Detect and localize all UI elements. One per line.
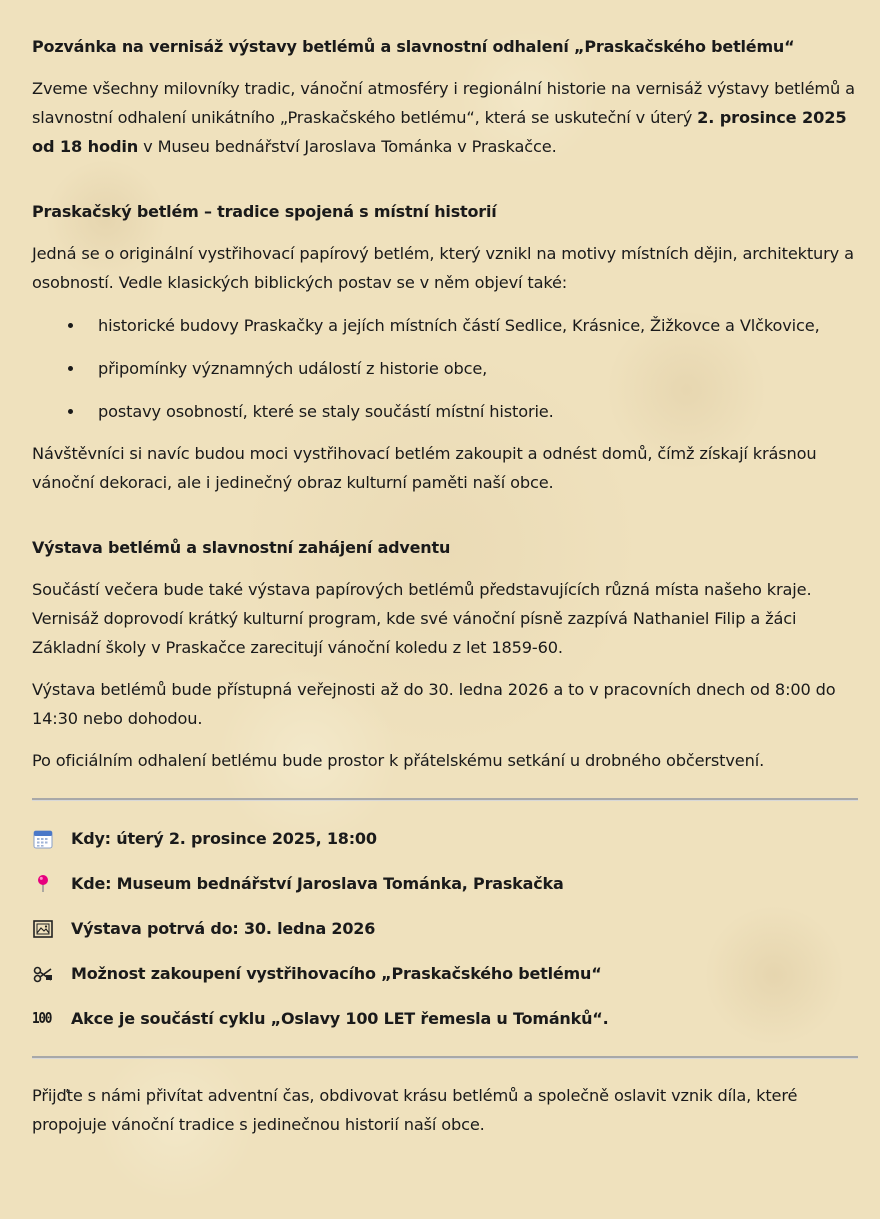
- location-pin-icon: [32, 873, 54, 895]
- info-until: [32, 914, 858, 943]
- list-item-text: historické budovy Praskačky a jejích místních částí Sedlice, Krásnice, Žižkovce a Vlčkovice,: [98, 316, 820, 335]
- info-where-text: Kde: Museum bednářství Jaroslava Tománka, Praskačka: [71, 874, 564, 893]
- exhibition-section-heading: Výstava betlémů a slavnostní zahájení adventu: [32, 538, 451, 557]
- invitation-intro: [32, 74, 858, 161]
- betlem-paragraph: Jedná se o originální vystřihovací papírový betlém, který vznikl na motivy místních dějin, architektury a osobností. Vedle klasických biblických postav se v něm objeví také:: [32, 244, 854, 292]
- bullet-icon: [68, 323, 73, 328]
- betlem-section-heading: Praskačský betlém – tradice spojená s místní historií: [32, 202, 497, 221]
- betlem-bullet-list: [32, 311, 858, 426]
- bullet-icon: [68, 366, 73, 371]
- exhibition-paragraph-3: Po oficiálním odhalení betlému bude prostor k přátelskému setkání u drobného občerstvení.: [32, 751, 765, 770]
- intro-text-2: v Museu bednářství Jaroslava Tománka v Praskačce.: [138, 137, 557, 156]
- info-where: [32, 869, 858, 898]
- exhibition-paragraph-1: Součástí večera bude také výstava papírových betlémů představujících různá místa našeho kraje. Vernisáž doprovodí krátký kulturní program, kde své vánoční písně zazpívá Nathaniel Filip a žáci Základní školy v Praskačce zarecitují vánoční koledu z let 1859-60.: [32, 580, 812, 657]
- info-purchase-text: Možnost zakoupení vystřihovacího „Praskačského betlému“: [71, 964, 602, 983]
- invitation-heading: Pozvánka na vernisáž výstavy betlémů a slavnostní odhalení „Praskačského betlému“: [32, 37, 795, 56]
- list-item-text: připomínky významných událostí z historie obce,: [98, 359, 488, 378]
- list-item: [32, 354, 858, 383]
- closing-paragraph: Přijďte s námi přivítat adventní čas, obdivovat krásu betlémů a společně oslavit vznik díla, které propojuje vánoční tradice s jedinečnou historií naší obce.: [32, 1086, 798, 1134]
- info-until-text: Výstava potrvá do: 30. ledna 2026: [71, 919, 376, 938]
- calendar-icon: [32, 828, 54, 850]
- hundred-points-icon: 100: [32, 1009, 52, 1027]
- info-series-text: Akce je součástí cyklu „Oslavy 100 LET řemesla u Tománků“.: [71, 1009, 609, 1028]
- list-item-text: postavy osobností, které se staly součástí místní historie.: [98, 402, 554, 421]
- list-item: [32, 311, 858, 340]
- framed-picture-icon: [32, 918, 54, 940]
- invitation-document: [32, 32, 858, 1139]
- list-item: [32, 397, 858, 426]
- intro-text-1: Zveme všechny milovníky tradic, vánoční atmosféry i regionální historie na vernisáž výstavy betlémů a slavnostní odhalení unikátního „Praskačského betlému“, která se uskuteční v úterý: [32, 79, 855, 127]
- info-purchase: [32, 959, 858, 988]
- intro-date-bold: 2. prosince 2025 od 18 hodin: [32, 108, 847, 156]
- info-when: [32, 824, 858, 853]
- exhibition-paragraph-2: Výstava betlémů bude přístupná veřejnosti až do 30. ledna 2026 a to v pracovních dnech od 8:00 do 14:30 nebo dohodou.: [32, 680, 836, 728]
- info-when-text: Kdy: úterý 2. prosince 2025, 18:00: [71, 829, 377, 848]
- bullet-icon: [68, 409, 73, 414]
- info-series: [32, 1004, 858, 1033]
- scissors-icon: [32, 963, 54, 985]
- betlem-closing-paragraph: Návštěvníci si navíc budou moci vystřihovací betlém zakoupit a odnést domů, čímž získají krásnou vánoční dekoraci, ale i jedinečný obraz kulturní paměti naší obce.: [32, 444, 817, 492]
